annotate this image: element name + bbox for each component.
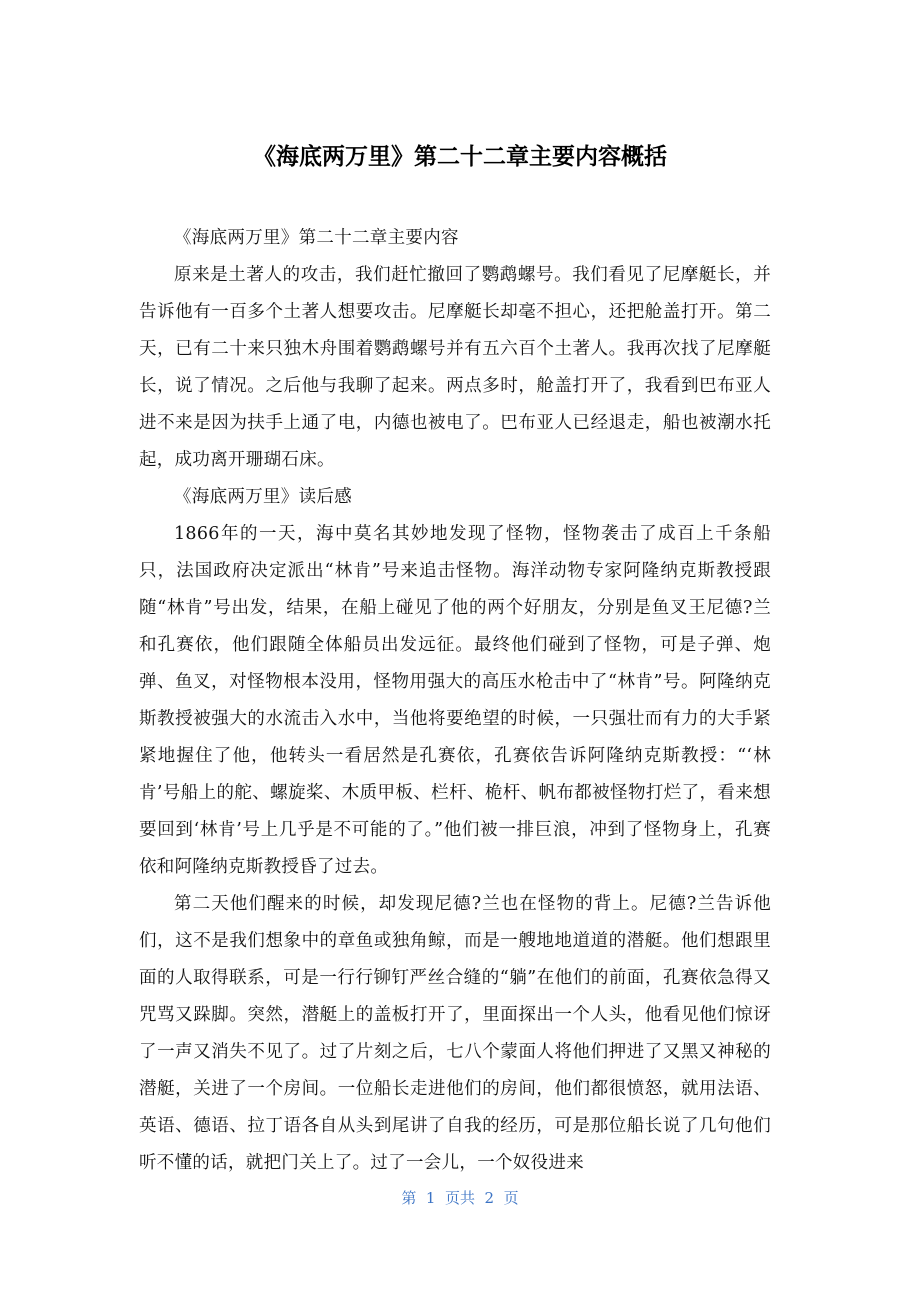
paragraph-review-2: 第二天他们醒来的时候，却发现尼德?兰也在怪物的背上。尼德?兰告诉他们，这不是我们想象中的章鱼或独角鲸，而是一艘地地道道的潜艇。他们想跟里面的人取得联系，可是一行行铆钉严丝合缝的“躺”在他们的前面，孔赛依急得又咒骂又跺脚。突然，潜艇上的盖板打开了，里面探出一个人头，他看见他们惊讶了一声又消失不见了。过了片刻之后，七八个蒙面人将他们押进了又黑又神秘的潜艇，关进了一个房间。一位船长走进他们的房间，他们都很愤怒，就用法语、英语、德语、拉丁语各自从头到尾讲了自我的经历，可是那位船长说了几句他们听不懂的话，就把门关上了。过了一会儿，一个奴役进来 <box>139 894 771 1173</box>
section-heading-review: 《海底两万里》读后感 <box>174 487 352 507</box>
page-number-footer: 第 1 页共 2 页 <box>401 1189 519 1207</box>
document-title: 《海底两万里》第二十二章主要内容概括 <box>253 144 667 170</box>
document-body <box>139 220 771 1182</box>
paragraph-review-1: 1866年的一天，海中莫名其妙地发现了怪物，怪物袭击了成百上千条船只，法国政府决定派出“林肯”号来追击怪物。海洋动物专家阿隆纳克斯教授跟随“林肯”号出发，结果，在船上碰见了他的两个好朋友，分别是鱼叉王尼德?兰和孔赛依，他们跟随全体船员出发远征。最终他们碰到了怪物，可是子弹、炮弹、鱼叉，对怪物根本没用，怪物用强大的高压水枪击中了“林肯”号。阿隆纳克斯教授被强大的水流击入水中，当他将要绝望的时候，一只强壮而有力的大手紧紧地握住了他，他转头一看居然是孔赛依，孔赛依告诉阿隆纳克斯教授：“‘林肯’号船上的舵、螺旋桨、木质甲板、栏杆、桅杆、帆布都被怪物打烂了，看来想要回到‘林肯’号上几乎是不可能的了。”他们被一排巨浪，冲到了怪物身上，孔赛依和阿隆纳克斯教授昏了过去。 <box>139 524 771 877</box>
section-heading-summary: 《海底两万里》第二十二章主要内容 <box>174 228 459 248</box>
paragraph-summary: 原来是土著人的攻击，我们赶忙撤回了鹦鹉螺号。我们看见了尼摩艇长，并告诉他有一百多个土著人想要攻击。尼摩艇长却毫不担心，还把舱盖打开。第二天，已有二十来只独木舟围着鹦鹉螺号并有五六百个土著人。我再次找了尼摩艇长，说了情况。之后他与我聊了起来。两点多时，舱盖打开了，我看到巴布亚人进不来是因为扶手上通了电，内德也被电了。巴布亚人已经退走，船也被潮水托起，成功离开珊瑚石床。 <box>139 265 771 470</box>
